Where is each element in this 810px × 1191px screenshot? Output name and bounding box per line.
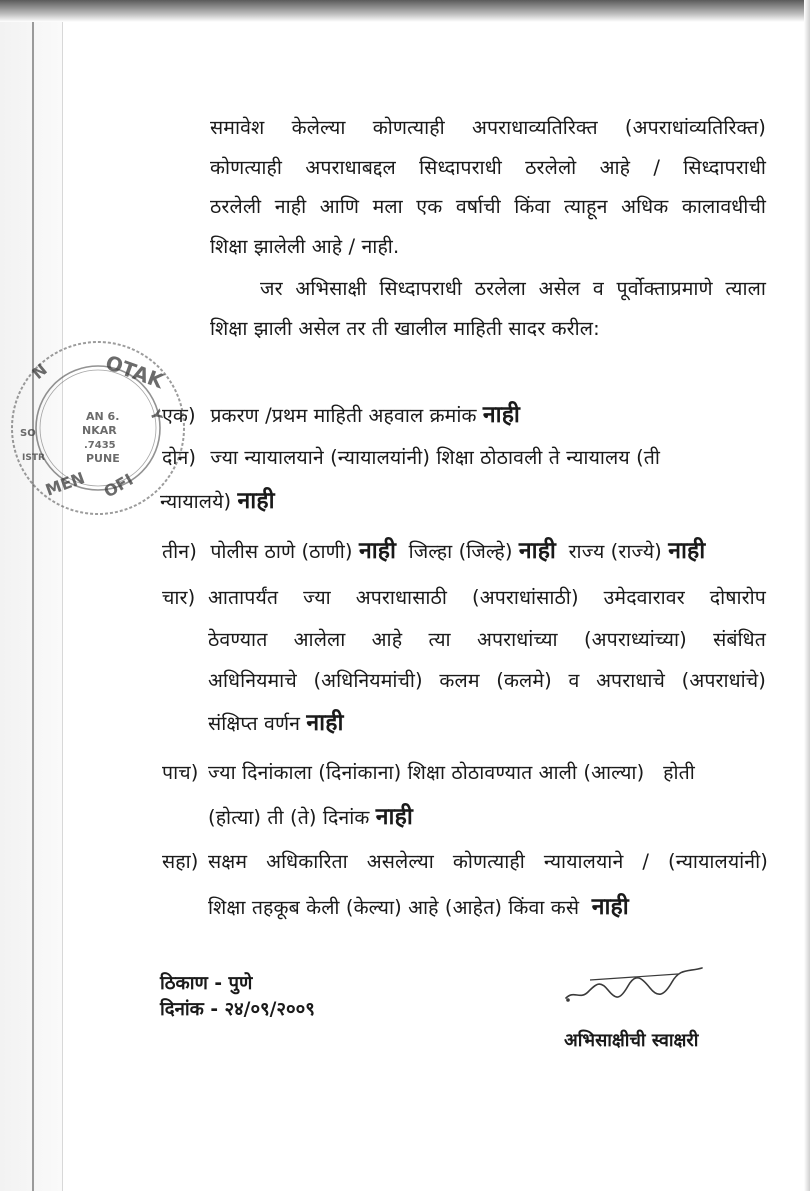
svg-text:OTAK: OTAK (102, 350, 167, 394)
item-three-part2: जिल्हा (जिल्हे) (408, 540, 513, 563)
item-two-text2: न्यायालये) (160, 490, 232, 513)
item-four-line1: आतापर्यंत ज्या अपराधासाठी (अपराधांसाठी) उमेदवारावर दोषारोप (208, 586, 766, 609)
item-one (162, 404, 520, 427)
item-three-answer2: नाही (518, 538, 556, 564)
signature-icon (560, 960, 710, 1010)
item-five-marker-row (162, 763, 204, 783)
item-four-answer: नाही (306, 710, 344, 736)
svg-text:MEN: MEN (42, 468, 88, 500)
place: ठिकाण - पुणे (160, 973, 253, 994)
item-six-line2 (208, 896, 629, 919)
para1-line1: समावेश केलेल्या कोणत्याही अपराधाव्यतिरिक्त (अपराधांव्यतिरिक्त) (210, 116, 766, 139)
item-three-part1: पोलीस ठाणे (ठाणी) (210, 540, 353, 563)
item-four-line3: अधिनियमाचे (अधिनियमांची) कलम (कलमे) व अपराधाचे (अपराधांचे) (208, 669, 766, 692)
item-four-marker-row (162, 588, 204, 608)
para2-line2: शिक्षा झाली असेल तर ती खालील माहिती सादर करील: (210, 317, 600, 340)
item-six-text2: शिक्षा तहकूब केली (केल्या) आहे (आहेत) किंवा कसे (208, 896, 580, 919)
svg-text:AN 6.: AN 6. (86, 410, 120, 423)
svg-text:PUNE: PUNE (86, 452, 120, 465)
notary-seal-icon (8, 328, 188, 528)
item-two-answer: नाही (237, 488, 275, 514)
para1-line3: ठरलेली नाही आणि मला एक वर्षाची किंवा त्याहून अधिक कालावधीची (210, 195, 766, 218)
para2-line1: जर अभिसाक्षी सिध्दापराधी ठरलेला असेल व पूर्वोक्ताप्रमाणे त्याला (260, 277, 766, 300)
svg-text:SO: SO (20, 428, 36, 439)
item-five-answer: नाही (375, 804, 413, 830)
item-six-line1: सक्षम अधिकारिता असलेल्या कोणत्याही न्यायालयाने / (न्यायालयांनी) (208, 850, 768, 873)
item-two-marker: दोन) (162, 446, 197, 469)
signature-label: अभिसाक्षीची स्वाक्षरी (564, 1030, 699, 1051)
svg-text:Y: Y (146, 407, 165, 423)
svg-text:OFI: OFI (100, 469, 137, 502)
item-three-part3: राज्य (राज्ये) (568, 540, 662, 563)
item-six-marker-row (162, 852, 204, 872)
item-one-marker: एक) (162, 404, 196, 427)
item-four-marker: चार) (162, 586, 196, 609)
svg-text:.7435: .7435 (84, 440, 116, 451)
item-five-line2 (208, 806, 413, 829)
item-six-answer: नाही (591, 894, 629, 920)
para1-line2: कोणत्याही अपराधाबद्दल सिध्दापराधी ठरलेलो आहे / सिध्दापराधी (210, 156, 766, 179)
item-two-line1 (162, 448, 768, 468)
para1-line4: शिक्षा झालेली आहे / नाही. (210, 235, 400, 258)
item-three (162, 540, 705, 563)
svg-text:ISTR: ISTR (22, 453, 45, 463)
item-four-line4 (208, 712, 344, 735)
date: दिनांक - २४/०९/२००९ (160, 999, 315, 1020)
item-three-marker: तीन) (162, 540, 197, 563)
item-three-answer3: नाही (668, 538, 706, 564)
item-five-line1: ज्या दिनांकाला (दिनांकाना) शिक्षा ठोठावण्यात आली (आल्या) होती (208, 761, 695, 784)
item-four-text4: संक्षिप्त वर्णन (208, 712, 301, 735)
item-three-answer1: नाही (358, 538, 397, 564)
item-four-line2: ठेवण्यात आलेला आहे त्या अपराधांच्या (अपराध्यांच्या) संबंधित (208, 628, 766, 651)
item-one-text: प्रकरण /प्रथम माहिती अहवाल क्रमांक (210, 404, 477, 427)
item-two-text: ज्या न्यायालयाने (न्यायालयांनी) शिक्षा ठोठावली ते न्यायालय (ती (210, 446, 661, 469)
item-six-marker: सहा) (162, 850, 199, 873)
svg-text:NKAR: NKAR (82, 424, 117, 437)
item-one-answer: नाही (482, 402, 520, 428)
item-five-marker: पाच) (162, 761, 199, 784)
svg-text:N: N (28, 359, 51, 384)
item-five-text2: (होत्या) ती (ते) दिनांक (208, 806, 370, 829)
